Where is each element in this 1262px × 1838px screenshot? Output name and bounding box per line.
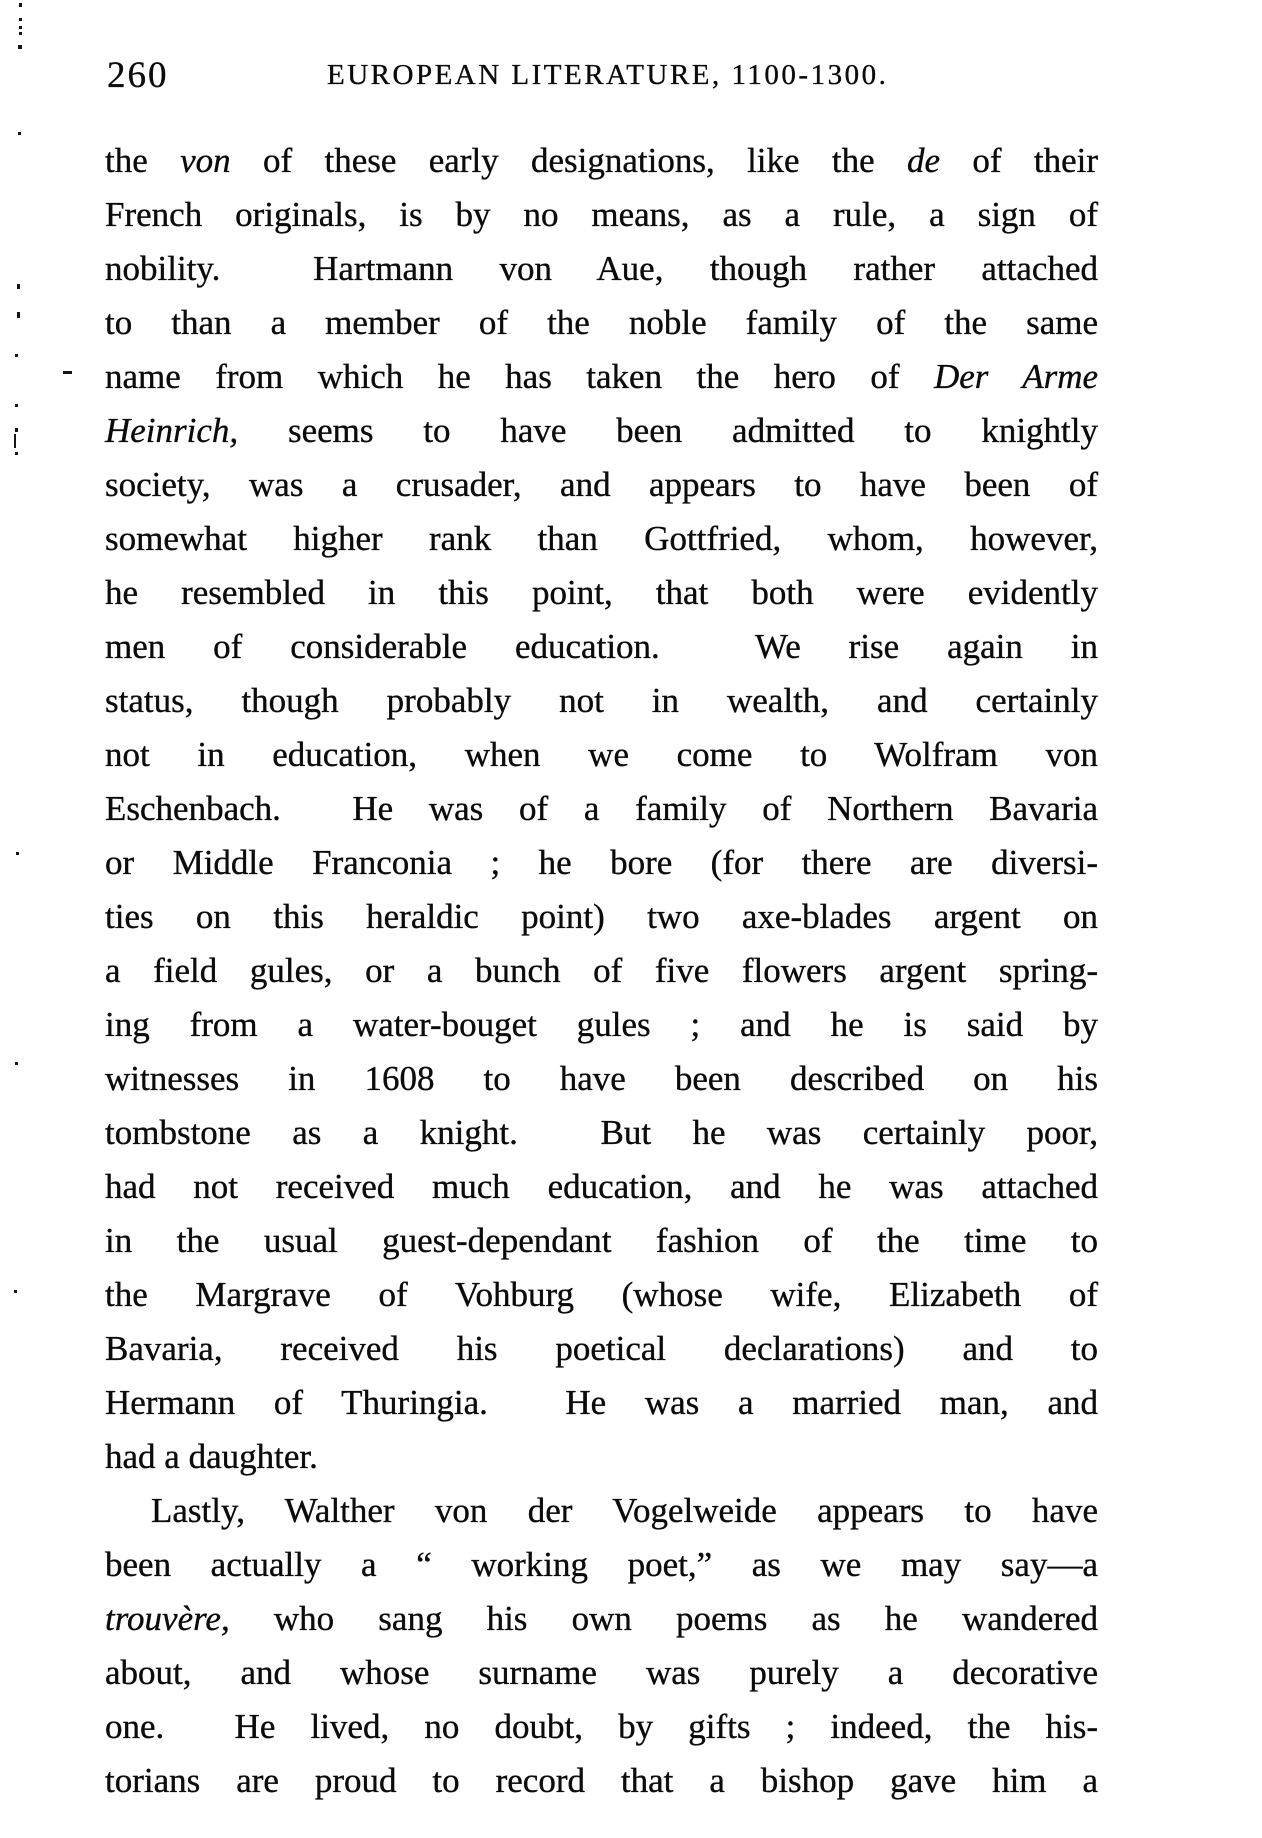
scan-speck	[19, 32, 22, 35]
text-line: ing from a water-bouget gules ; and he is said by	[105, 1005, 1098, 1044]
text-line: Eschenbach. He was of a family of Northern Bavaria	[105, 789, 1098, 828]
text-line: or Middle Franconia ; he bore (for there are diversi-	[105, 843, 1098, 882]
text-line: about, and whose surname was purely a decorative	[105, 1653, 1098, 1692]
scan-speck	[63, 371, 72, 374]
page-number: 260	[107, 55, 169, 96]
text-line: been actually a “ working poet,” as we may say—a	[105, 1545, 1098, 1584]
running-header	[105, 54, 1098, 98]
text-line: in the usual guest-dependant fashion of the time to	[105, 1221, 1098, 1260]
text-line: the von of these early designations, like the de of their	[105, 141, 1098, 180]
scan-speck	[15, 452, 18, 455]
scan-speck	[15, 354, 18, 357]
text-line: torians are proud to record that a bishop gave him a	[105, 1761, 1098, 1800]
scan-speck	[19, 3, 22, 7]
text-line: status, though probably not in wealth, and certainly	[105, 681, 1098, 720]
text-line: to than a member of the noble family of the same	[105, 303, 1098, 342]
text-line: ties on this heraldic point) two axe-blades argent on	[105, 897, 1098, 936]
text-line: trouvère, who sang his own poems as he wandered	[105, 1599, 1098, 1638]
body-text	[105, 134, 1098, 1808]
scan-speck	[18, 132, 21, 135]
text-line: tombstone as a knight. But he was certainly poor,	[105, 1113, 1098, 1152]
text-line: name from which he has taken the hero of Der Arme	[105, 357, 1099, 396]
scan-speck	[14, 434, 16, 448]
scan-speck	[18, 45, 22, 49]
text-line: Bavaria, received his poetical declarations) and to	[105, 1329, 1098, 1368]
text-line: society, was a crusader, and appears to have been of	[105, 465, 1098, 504]
scan-speck	[19, 26, 22, 29]
scan-speck	[15, 404, 18, 407]
text-line: Heinrich, seems to have been admitted to knightly	[105, 411, 1098, 450]
text-line: had not received much education, and he was attached	[105, 1167, 1098, 1206]
text-line: Lastly, Walther von der Vogelweide appears to have	[151, 1491, 1098, 1530]
text-line: French originals, is by no means, as a rule, a sign of	[105, 195, 1098, 234]
text-line: one. He lived, no doubt, by gifts ; indeed, the his-	[105, 1707, 1098, 1746]
text-line: not in education, when we come to Wolfram von	[105, 735, 1098, 774]
text-line: he resembled in this point, that both were evidently	[105, 573, 1098, 612]
text-line: nobility. Hartmann von Aue, though rather attached	[105, 249, 1098, 288]
text-line: the Margrave of Vohburg (whose wife, Elizabeth of	[105, 1275, 1098, 1314]
scan-speck	[15, 428, 18, 432]
text-line: had a daughter.	[105, 1437, 318, 1476]
scan-speck	[19, 18, 22, 21]
scan-speck	[17, 284, 20, 289]
text-line: a field gules, or a bunch of five flowers argent spring-	[105, 951, 1098, 990]
scan-speck	[14, 1290, 17, 1293]
text-line: witnesses in 1608 to have been described on his	[105, 1059, 1098, 1098]
scan-speck	[17, 312, 20, 318]
header-title: EUROPEAN LITERATURE, 1100-1300.	[327, 59, 889, 91]
scan-speck	[15, 1062, 18, 1065]
text-line: somewhat higher rank than Gottfried, whom, however,	[105, 519, 1098, 558]
text-line: men of considerable education. We rise again in	[105, 627, 1098, 666]
scan-speck	[16, 852, 19, 855]
text-line: Hermann of Thuringia. He was a married man, and	[105, 1383, 1098, 1422]
